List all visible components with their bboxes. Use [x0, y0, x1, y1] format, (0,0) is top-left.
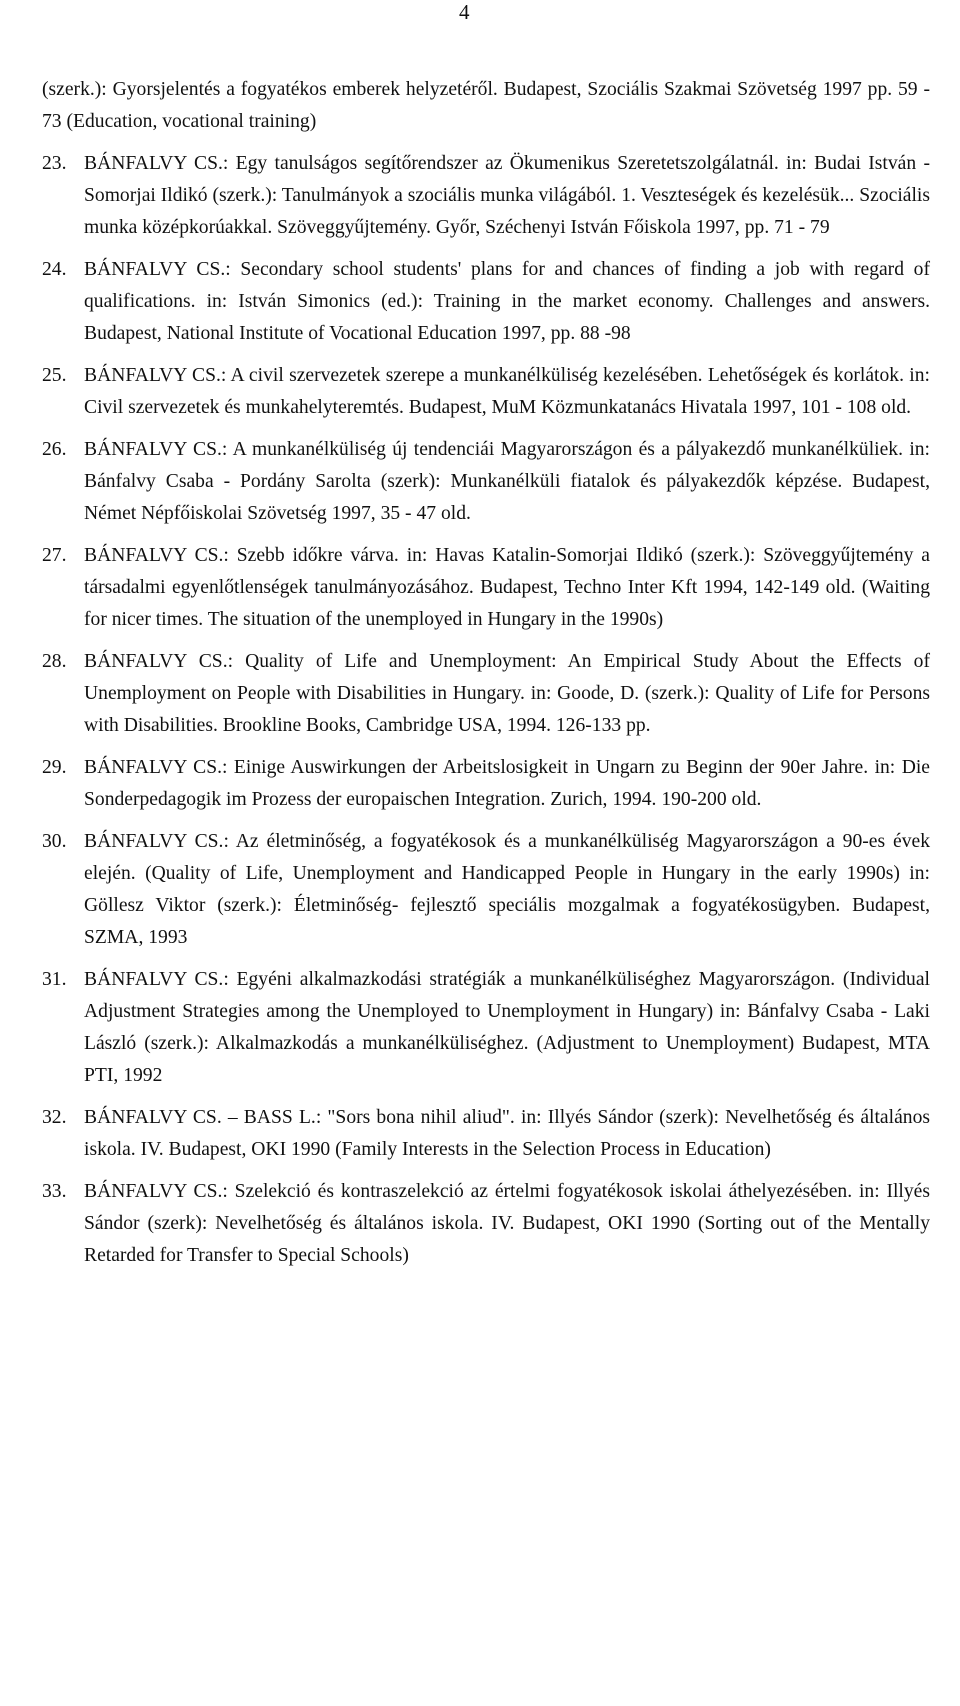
- reference-number: 29.: [42, 757, 67, 778]
- reference-entry-25: [42, 360, 930, 424]
- reference-entry-30: [42, 826, 930, 954]
- reference-text: BÁNFALVY CS.: Egyéni alkalmazkodási stratégiák a munkanélküliséghez Magyarországon. (Individual Adjustment Strategies among the Unemployed to Unemployment in Hungary) in: Bánfalvy Csaba - Laki László (szerk.): Alkalmazkodás a munkanélküliséghez. (Adjustment to Unemployment) Budapest, MTA PTI, 1992: [84, 969, 930, 1086]
- reference-entry-28: [42, 646, 930, 742]
- reference-number: 26.: [42, 439, 67, 460]
- reference-text: BÁNFALVY CS.: Szelekció és kontraszelekció az értelmi fogyatékosok iskolai áthelyezésében. in: Illyés Sándor (szerk): Nevelhetőség és általános iskola. IV. Budapest, OKI 1990 (Sorting out of the Mentally Retarded for Transfer to Special Schools): [84, 1181, 930, 1266]
- reference-list: [42, 74, 930, 1282]
- page-number: 4: [459, 0, 470, 24]
- reference-entry-33: [42, 1176, 930, 1272]
- intro-paragraph: (szerk.): Gyorsjelentés a fogyatékos emberek helyzetéről. Budapest, Szociális Szakmai Szövetség 1997 pp. 59 - 73 (Education, vocational training): [42, 79, 930, 132]
- reference-entry-23: [42, 148, 930, 244]
- reference-text: BÁNFALVY CS.: A munkanélküliség új tendenciái Magyarországon és a pályakezdő munkanélküliek. in: Bánfalvy Csaba - Pordány Sarolta (szerk): Munkanélküli fiatalok és pályakezdők képzése. Budapest, Német Népfőiskolai Szövetség 1997, 35 - 47 old.: [84, 439, 930, 524]
- reference-number: 30.: [42, 831, 67, 852]
- reference-number: 32.: [42, 1107, 67, 1128]
- reference-text: BÁNFALVY CS.: A civil szervezetek szerepe a munkanélküliség kezelésében. Lehetőségek és korlátok. in: Civil szervezetek és munkahelyteremtés. Budapest, MuM Közmunkatanács Hivatala 1997, 101 - 108 old.: [84, 365, 930, 418]
- reference-text: BÁNFALVY CS.: Az életminőség, a fogyatékosok és a munkanélküliség Magyarországon a 90-es évek elején. (Quality of Life, Unemployment and Handicapped People in Hungary in the early 1990s) in: Göllesz Viktor (szerk.): Életminőség- fejlesztő speciális mozgalmak a fogyatékosügyben. Budapest, SZMA, 1993: [84, 831, 930, 948]
- reference-text: BÁNFALVY CS. – BASS L.: "Sors bona nihil aliud". in: Illyés Sándor (szerk): Nevelhetőség és általános iskola. IV. Budapest, OKI 1990 (Family Interests in the Selection Process in Education): [84, 1107, 930, 1160]
- reference-number: 25.: [42, 365, 67, 386]
- reference-text: BÁNFALVY CS.: Egy tanulságos segítőrendszer az Ökumenikus Szeretetszolgálatnál. in: Budai István - Somorjai Ildikó (szerk.): Tanulmányok a szociális munka világából. 1. Veszteségek és kezelésük... Szociális munka középkorúakkal. Szöveggyűjtemény. Győr, Széchenyi István Főiskola 1997, pp. 71 - 79: [84, 153, 930, 238]
- reference-entry-31: [42, 964, 930, 1092]
- reference-number: 23.: [42, 153, 67, 174]
- reference-text: BÁNFALVY CS.: Einige Auswirkungen der Arbeitslosigkeit in Ungarn zu Beginn der 90er Jahre. in: Die Sonderpedagogik im Prozess der europaischen Integration. Zurich, 1994. 190-200 old.: [84, 757, 930, 810]
- reference-number: 27.: [42, 545, 67, 566]
- reference-entry-24: [42, 254, 930, 350]
- reference-entry-32: [42, 1102, 930, 1166]
- reference-text: BÁNFALVY CS.: Quality of Life and Unemployment: An Empirical Study About the Effects of Unemployment on People with Disabilities in Hungary. in: Goode, D. (szerk.): Quality of Life for Persons with Disabilities. Brookline Books, Cambridge USA, 1994. 126-133 pp.: [84, 651, 930, 736]
- reference-text: BÁNFALVY CS.: Szebb időkre várva. in: Havas Katalin-Somorjai Ildikó (szerk.): Szöveggyűjtemény a társadalmi egyenlőtlenségek tanulmányozásához. Budapest, Techno Inter Kft 1994, 142-149 old. (Waiting for nicer times. The situation of the unemployed in Hungary in the 1990s): [84, 545, 930, 630]
- reference-number: 24.: [42, 259, 67, 280]
- reference-number: 31.: [42, 969, 67, 990]
- reference-number: 28.: [42, 651, 67, 672]
- reference-entry-27: [42, 540, 930, 636]
- reference-text: BÁNFALVY CS.: Secondary school students' plans for and chances of finding a job with regard of qualifications. in: István Simonics (ed.): Training in the market economy. Challenges and answers. Budapest, National Institute of Vocational Education 1997, pp. 88 -98: [84, 259, 930, 344]
- reference-number: 33.: [42, 1181, 67, 1202]
- reference-entry-26: [42, 434, 930, 530]
- reference-entry-29: [42, 752, 930, 816]
